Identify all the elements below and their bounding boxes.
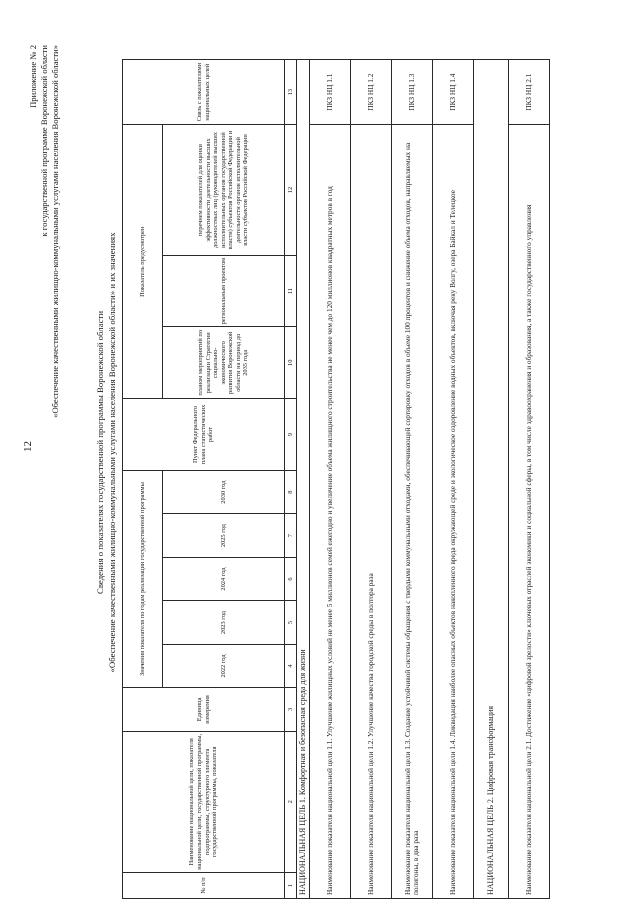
indicator-2-1-code: ПКЗ НЦ 2.1 (508, 60, 549, 125)
indicator-1-4-code: ПКЗ НЦ 1.4 (432, 60, 473, 125)
header-list: перечнем показателей для оценки эффективности деятельности высших должностных лиц (руководителей высших исполнительных органов государственной власти) субъектов Российской Федерации и деятельности органов исполнительной власти субъектов Российской Федерации (163, 125, 285, 255)
col-number: 9 (285, 399, 297, 471)
goal-1-text: НАЦИОНАЛЬНАЯ ЦЕЛЬ 1. Комфортная и безопасная среда для жизни (297, 60, 310, 899)
col-number: 13 (285, 60, 297, 125)
indicator-row (508, 60, 549, 899)
title-line-2: «Обеспечение качественными жилищно-коммунальными услугами населения Воронежской области» и их значениях (107, 232, 117, 673)
header-indicator-group: Показатель предусмотрен (123, 125, 163, 399)
col-number: 6 (285, 557, 297, 600)
annex-header (28, 45, 61, 418)
col-number: 10 (285, 327, 297, 399)
goal-row (297, 60, 310, 899)
indicator-1-3-code: ПКЗ НЦ 1.3 (391, 60, 432, 125)
annex-line-2: к государственной программе Воронежской области (39, 45, 49, 237)
header-regional: региональным проектом (163, 255, 285, 327)
col-number: 5 (285, 601, 297, 644)
header-unit: Единица измерения (123, 688, 285, 731)
col-number: 4 (285, 644, 297, 687)
col-number: 11 (285, 255, 297, 327)
header-year-5: 2030 год (163, 470, 285, 514)
col-number: 2 (285, 731, 297, 872)
goal-2-text: НАЦИОНАЛЬНАЯ ЦЕЛЬ 2. Цифровая трансформация (473, 60, 508, 899)
indicator-2-1-text: Наименование показателя национальной цели 2.1. Достижение «цифровой зрелости» ключевых отраслей экономики и социальной сферы, в том числе здравоохранения и образования, а также государственного управления (508, 125, 549, 899)
header-link: Связь с показателями национальных целей (123, 60, 285, 125)
indicator-row (432, 60, 473, 899)
indicator-1-4-text: Наименование показателя национальной цели 1.4. Ликвидация наиболее опасных объектов накопленного вреда окружающей среде и экологическое оздоровление водных объектов, включая реку Волгу, озера Байкал и Телецкое (432, 125, 473, 899)
indicator-1-3-text: Наименование показателя национальной цели 1.3. Создание устойчивой системы обращения с твердыми коммунальными отходами, обеспечивающей сортировку отходов в объеме 100 процентов и снижение объема отходов, направляемых на полигоны, в два раза (391, 125, 432, 899)
document-title (94, 0, 118, 905)
annex-line-3: «Обеспечение качественными жилищно-коммунальными услугами населения Воронежской области» (50, 45, 60, 418)
annex-line-1: Приложение № 2 (28, 45, 38, 108)
indicator-row (350, 60, 391, 899)
header-year-2: 2023 год (163, 601, 285, 644)
indicator-1-1-text: Наименование показателя национальной цели 1.1. Улучшение жилищных условий не менее 5 миллионов семей ежегодно и увеличение объема жилищного строительства не менее чем до 120 миллионов квадратных метров в год (309, 125, 350, 899)
indicator-1-2-code: ПКЗ НЦ 1.2 (350, 60, 391, 125)
header-name: Наименование национальной цели, показателя национальной цели, государственной программы, подпрограммы, структурного элемента государственной программы, показателя (123, 731, 285, 872)
col-number: 7 (285, 514, 297, 557)
header-plan-point: Пункт Федерального плана статистических работ (123, 399, 285, 471)
col-number: 1 (285, 872, 297, 898)
indicator-1-2-text: Наименование показателя национальной цели 1.2. Улучшение качества городской среды в полтора раза (350, 125, 391, 899)
page-number-text: 12 (22, 441, 34, 452)
indicator-row (309, 60, 350, 899)
header-year-4: 2025 год (163, 514, 285, 557)
indicator-1-1-code: ПКЗ НЦ 1.1 (309, 60, 350, 125)
col-number: 3 (285, 688, 297, 731)
header-strategy: планом мероприятий по реализации Стратегии социально-экономического развития Воронежской области на период до 2035 года (163, 327, 285, 399)
column-numbers-row (285, 60, 297, 899)
indicators-table (122, 59, 550, 899)
header-num: № п/п (123, 872, 285, 898)
header-year-3: 2024 год (163, 557, 285, 600)
col-number: 12 (285, 125, 297, 255)
header-year-1: 2022 год (163, 644, 285, 687)
header-values-group: Значения показателя по годам реализации государственной программы (123, 470, 163, 687)
title-line-1: Сведения о показателях государственной программы Воронежской области (95, 310, 105, 595)
indicator-row (391, 60, 432, 899)
col-number: 8 (285, 470, 297, 514)
goal-row (473, 60, 508, 899)
